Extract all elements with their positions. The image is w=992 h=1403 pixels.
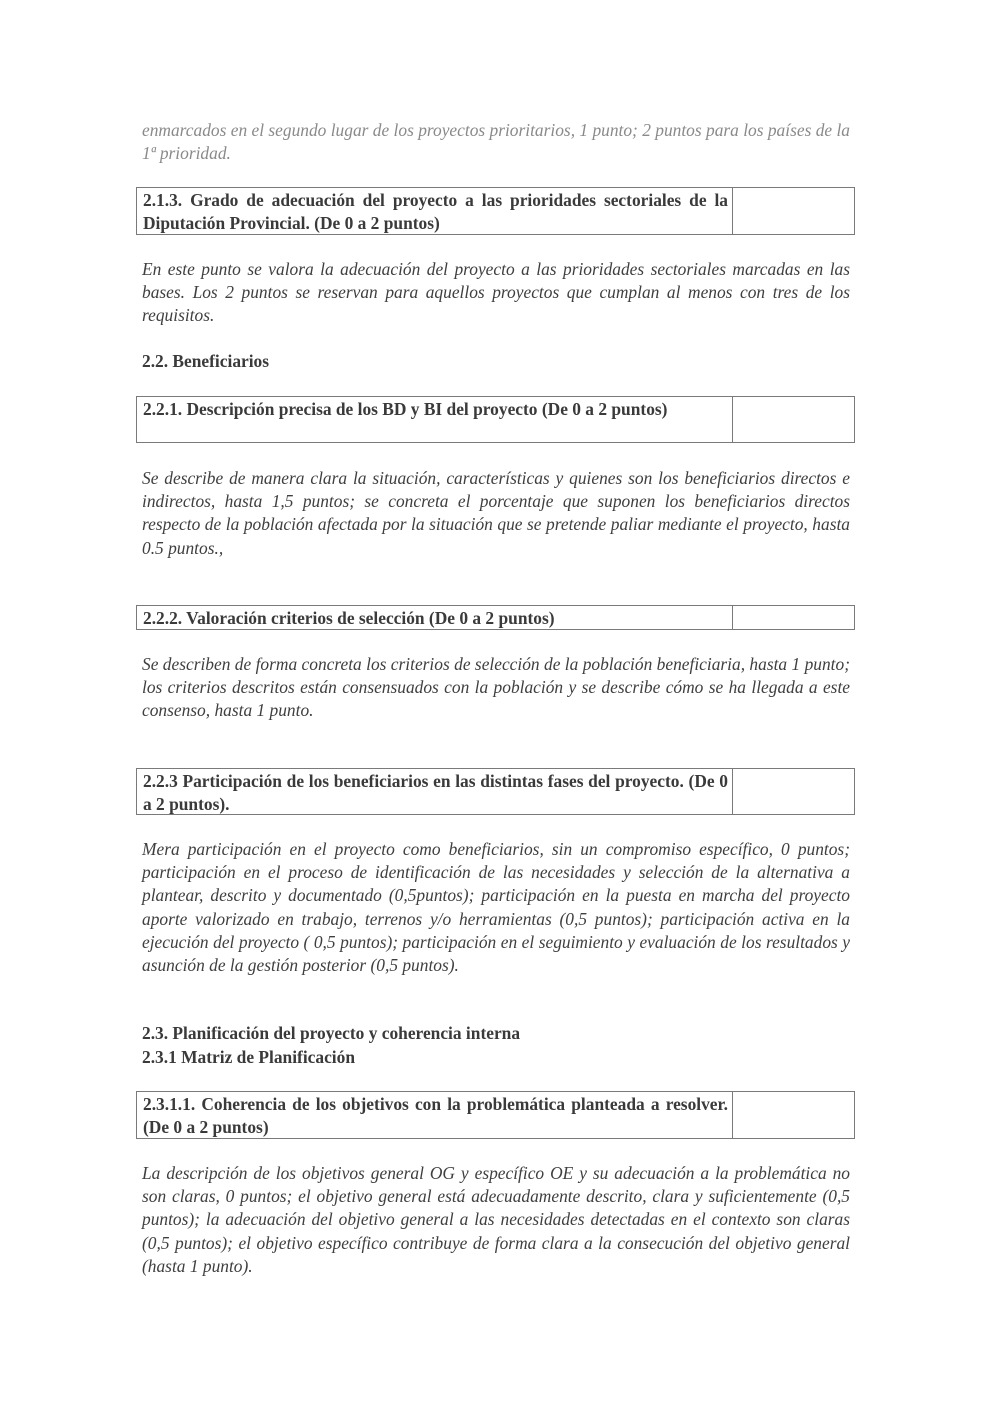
score-cell-2-2-2 xyxy=(733,606,854,629)
paragraph-priority-countries: enmarcados en el segundo lugar de los proyectos prioritarios, 1 punto; 2 puntos para los países de la 1ª prioridad. xyxy=(142,120,850,164)
criterion-label-2-2-2: 2.2.2. Valoración criterios de selección (De 0 a 2 puntos) xyxy=(137,606,733,629)
criterion-label-2-2-3: 2.2.3 Participación de los beneficiarios en las distintas fases del proyecto. (De 0 a 2 puntos). xyxy=(137,769,733,814)
criterion-label-2-1-3: 2.1.3. Grado de adecuación del proyecto a las prioridades sectoriales de la Diputación Provincial. (De 0 a 2 puntos) xyxy=(137,188,733,234)
criterion-box-2-1-3 xyxy=(136,187,855,235)
criterion-box-2-3-1-1 xyxy=(136,1091,855,1139)
paragraph-beneficiaries-description: Se describe de manera clara la situación, características y quienes son los beneficiarios directos e indirectos, hasta 1,5 puntos; se concreta el porcentaje que suponen los beneficiarios directos respecto de la población afectada por la situación que se pretende paliar mediante el proyecto, hasta 0.5 puntos., xyxy=(142,468,850,558)
score-cell-2-2-3 xyxy=(733,769,854,814)
criterion-label-2-2-1: 2.2.1. Descripción precisa de los BD y BI del proyecto (De 0 a 2 puntos) xyxy=(137,397,733,442)
paragraph-objectives-coherence: La descripción de los objetivos general OG y específico OE y su adecuación a la problemática no son claras, 0 puntos; el objetivo general está adecuadamente descrito, clara y suficientemente (0,5 puntos); la adecuación del objetivo general a las necesidades detectadas en el contexto son claras (0,5 puntos); el objetivo específico contribuye de forma clara a la consecución del objetivo general (hasta 1 punto). xyxy=(142,1163,850,1276)
criterion-label-2-3-1-1: 2.3.1.1. Coherencia de los objetivos con la problemática planteada a resolver. (De 0 a 2 puntos) xyxy=(137,1092,733,1138)
section-heading-beneficiarios: 2.2. Beneficiarios xyxy=(142,351,270,371)
criterion-box-2-2-3 xyxy=(136,768,855,815)
criterion-box-2-2-2 xyxy=(136,605,855,630)
score-cell-2-1-3 xyxy=(733,188,854,234)
section-heading-matriz: 2.3.1 Matriz de Planificación xyxy=(142,1047,355,1067)
section-heading-planificacion: 2.3. Planificación del proyecto y coherencia interna xyxy=(142,1023,521,1043)
score-cell-2-3-1-1 xyxy=(733,1092,854,1138)
paragraph-sectoral-priorities: En este punto se valora la adecuación del proyecto a las prioridades sectoriales marcadas en las bases. Los 2 puntos se reservan para aquellos proyectos que cumplan al menos con tres de los requisitos. xyxy=(142,259,850,326)
paragraph-selection-criteria: Se describen de forma concreta los criterios de selección de la población beneficiaria, hasta 1 punto; los criterios descritos están consensuados con la población y se describe cómo se ha llegada a este consenso, hasta 1 punto. xyxy=(142,654,850,721)
score-cell-2-2-1 xyxy=(733,397,854,442)
criterion-box-2-2-1 xyxy=(136,396,855,443)
paragraph-participation: Mera participación en el proyecto como beneficiarios, sin un compromiso específico, 0 puntos; participación en el proceso de identificación de las necesidades y selección de la alternativa a plantear, descrito y documentado (0,5puntos); participación en la puesta en marcha del proyecto aporte valorizado en trabajo, terrenos y/o herramientas (0,5 puntos); participación activa en la ejecución del proyecto ( 0,5 puntos); participación en el seguimiento y evaluación de los resultados y asunción de la gestión posterior (0,5 puntos). xyxy=(142,839,850,976)
